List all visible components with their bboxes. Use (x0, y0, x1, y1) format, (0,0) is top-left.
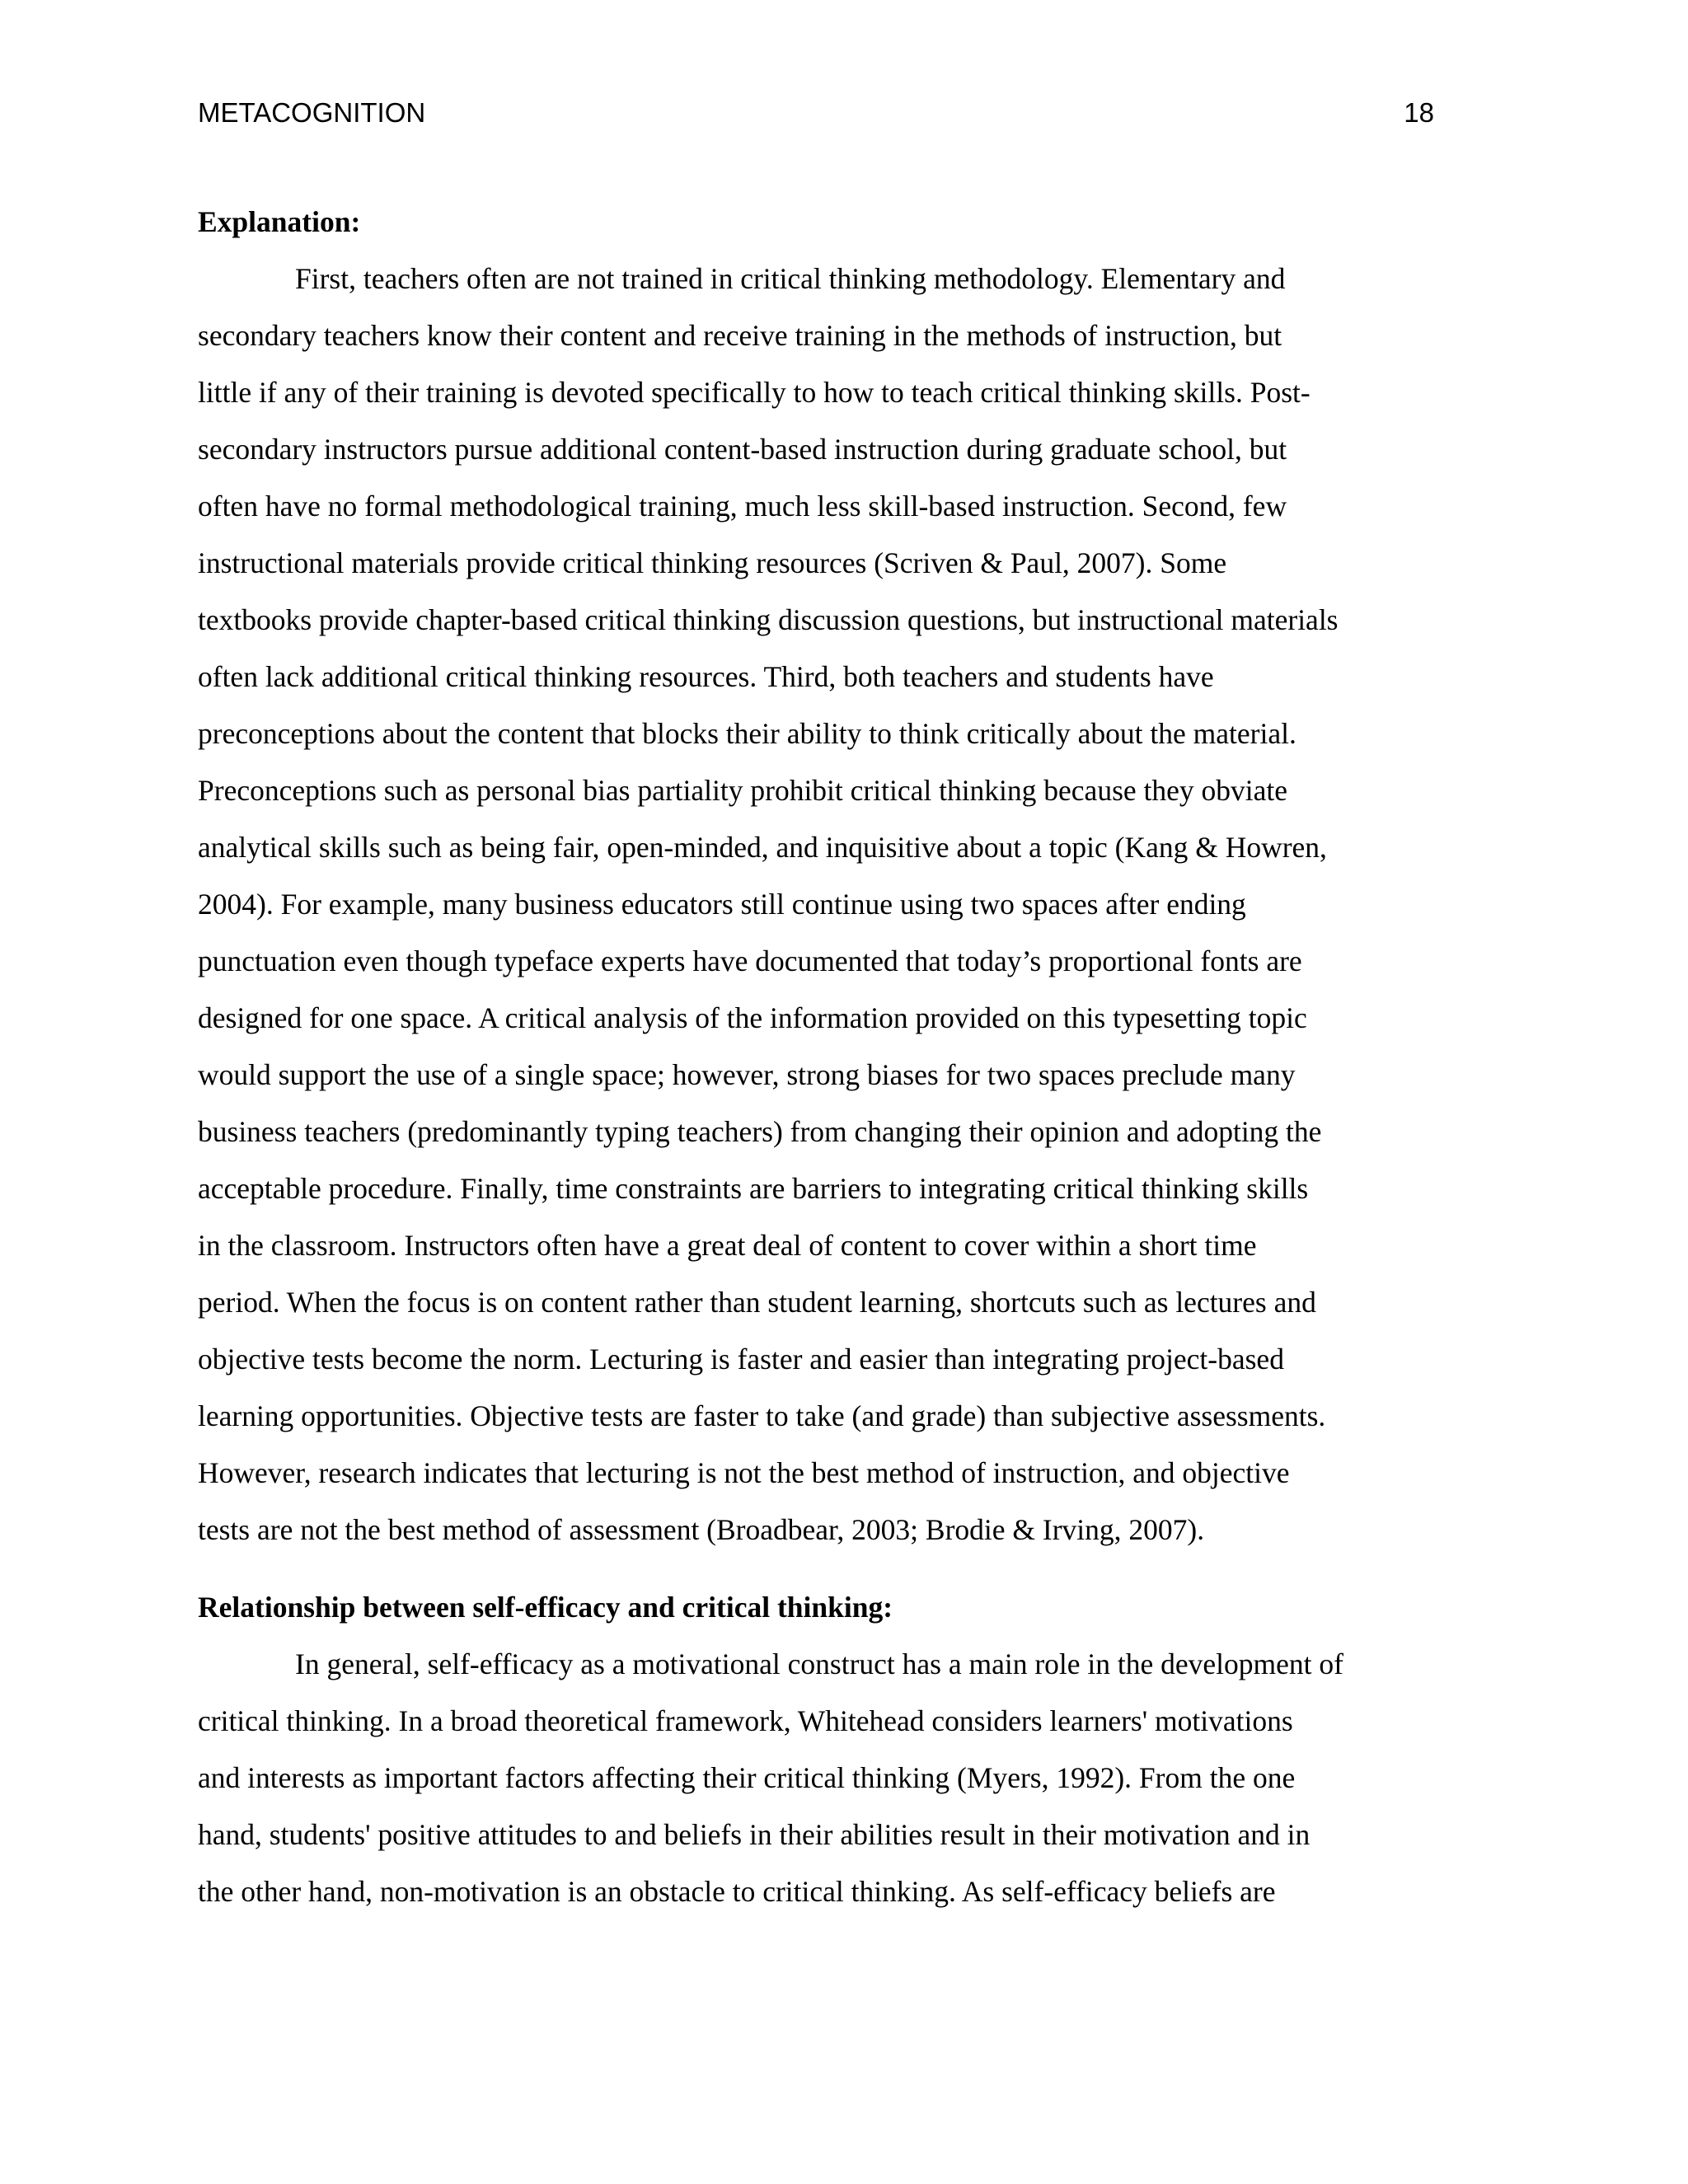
paragraph-line: textbooks provide chapter-based critical thinking discussion questions, but instructional materials (198, 603, 1339, 636)
section-heading-explanation: Explanation: (198, 205, 361, 238)
paragraph-line: 2004). For example, many business educators still continue using two spaces after ending (198, 888, 1246, 921)
section-heading-relationship: Relationship between self-efficacy and critical thinking: (198, 1591, 893, 1624)
paragraph-line: learning opportunities. Objective tests are faster to take (and grade) than subjective assessments. (198, 1399, 1326, 1432)
paragraph-line: analytical skills such as being fair, open-minded, and inquisitive about a topic (Kang & Howren, (198, 831, 1327, 864)
paragraph-line: the other hand, non-motivation is an obstacle to critical thinking. As self-efficacy beliefs are (198, 1875, 1276, 1908)
paragraph-line: little if any of their training is devoted specifically to how to teach critical thinking skills. Post- (198, 376, 1311, 409)
paragraph-line: in the classroom. Instructors often have a great deal of content to cover within a short time (198, 1229, 1257, 1262)
paragraph-line: First, teachers often are not trained in critical thinking methodology. Elementary and (295, 262, 1286, 295)
paragraph-line: often have no formal methodological training, much less skill-based instruction. Second, few (198, 490, 1287, 523)
paragraph-line: hand, students' positive attitudes to and beliefs in their abilities result in their motivation and in (198, 1818, 1311, 1851)
paragraph-line: and interests as important factors affecting their critical thinking (Myers, 1992). From the one (198, 1761, 1296, 1794)
paragraph-line: often lack additional critical thinking resources. Third, both teachers and students have (198, 660, 1214, 693)
body-text (198, 194, 1484, 1920)
paragraph-line: tests are not the best method of assessment (Broadbear, 2003; Brodie & Irving, 2007). (198, 1513, 1205, 1546)
paragraph-line: objective tests become the norm. Lecturing is faster and easier than integrating project-based (198, 1343, 1284, 1376)
paragraph-line: However, research indicates that lecturing is not the best method of instruction, and objective (198, 1456, 1290, 1489)
paragraph-line: acceptable procedure. Finally, time constraints are barriers to integrating critical thinking skills (198, 1172, 1309, 1205)
paragraph-line: In general, self-efficacy as a motivational construct has a main role in the development of (295, 1647, 1343, 1680)
paragraph-line: secondary teachers know their content and receive training in the methods of instruction, but (198, 319, 1282, 352)
paragraph-line: business teachers (predominantly typing teachers) from changing their opinion and adopting the (198, 1115, 1322, 1148)
paragraph-line: preconceptions about the content that blocks their ability to think critically about the material. (198, 717, 1296, 750)
paragraph-line: Preconceptions such as personal bias partiality prohibit critical thinking because they obviate (198, 774, 1287, 807)
running-head: METACOGNITION (198, 97, 426, 128)
paragraph-line: instructional materials provide critical thinking resources (Scriven & Paul, 2007). Some (198, 546, 1227, 579)
page-number: 18 (1404, 97, 1434, 128)
paragraph-line: period. When the focus is on content rather than student learning, shortcuts such as lectures and (198, 1286, 1316, 1319)
page-header (198, 97, 1434, 138)
paragraph-line: critical thinking. In a broad theoretical framework, Whitehead considers learners' motivations (198, 1704, 1293, 1737)
paragraph-line: would support the use of a single space; however, strong biases for two spaces preclude many (198, 1058, 1296, 1091)
paragraph-line: punctuation even though typeface experts have documented that today’s proportional fonts are (198, 944, 1302, 977)
section-gap (198, 1558, 1484, 1579)
paragraph-line: designed for one space. A critical analysis of the information provided on this typesetting topic (198, 1001, 1307, 1034)
paragraph-line: secondary instructors pursue additional content-based instruction during graduate school, but (198, 433, 1287, 466)
